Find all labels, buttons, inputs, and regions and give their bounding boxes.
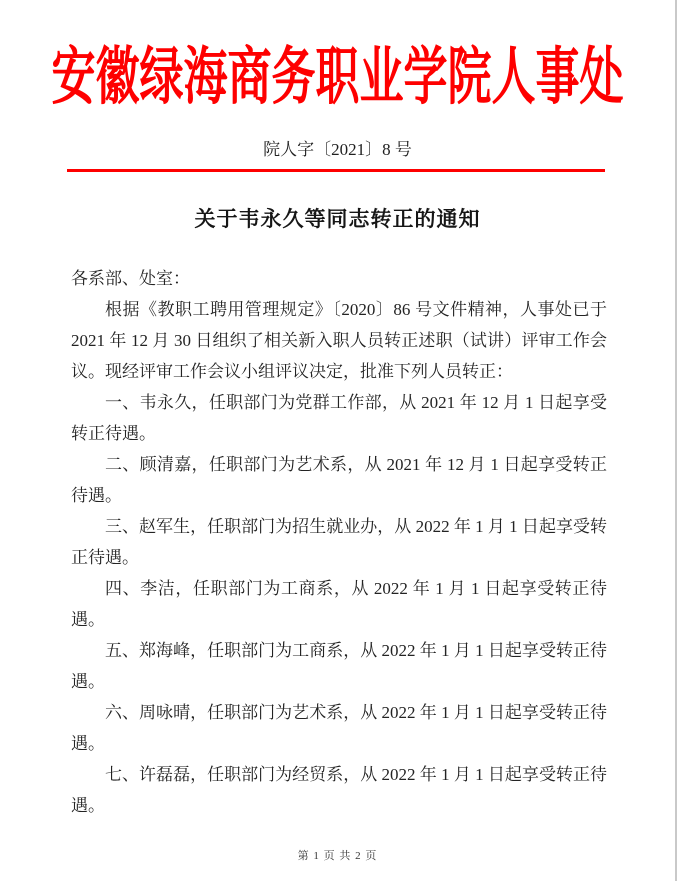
- page-number-indicator: 第 1 页 共 2 页: [297, 850, 378, 862]
- intro-paragraph: 根据《教职工聘用管理规定》〔2020〕86 号文件精神，人事处已于 2021 年 12 月 30 日组织了相关新入职人员转正述职（试讲）评审工作会议。现经评审工作会议小组评议决定，批准下列人员转正：: [71, 300, 607, 381]
- notice-body: [71, 263, 607, 821]
- red-divider-rule: [67, 169, 605, 172]
- notice-item-3: 三、赵军生，任职部门为招生就业办，从 2022 年 1 月 1 日起享受转正待遇。: [71, 517, 607, 567]
- notice-item-6: 六、周咏晴，任职部门为艺术系，从 2022 年 1 月 1 日起享受转正待遇。: [71, 703, 607, 753]
- notice-item-2: 二、顾清嘉，任职部门为艺术系，从 2021 年 12 月 1 日起享受转正待遇。: [71, 455, 607, 505]
- org-title: 安徽绿海商务职业学院人事处: [51, 42, 624, 113]
- notice-item-1: 一、韦永久，任职部门为党群工作部，从 2021 年 12 月 1 日起享受转正待遇。: [71, 393, 607, 443]
- notice-item-7: 七、许磊磊，任职部门为经贸系，从 2022 年 1 月 1 日起享受转正待遇。: [71, 765, 607, 815]
- notice-item-5: 五、郑海峰，任职部门为工商系，从 2022 年 1 月 1 日起享受转正待遇。: [71, 641, 607, 691]
- notice-title: 关于韦永久等同志转正的通知: [194, 207, 481, 231]
- doc-number: 院人字〔2021〕8 号: [263, 140, 412, 159]
- notice-item-4: 四、李洁，任职部门为工商系，从 2022 年 1 月 1 日起享受转正待遇。: [71, 579, 607, 629]
- salutation: 各系部、处室：: [71, 269, 190, 288]
